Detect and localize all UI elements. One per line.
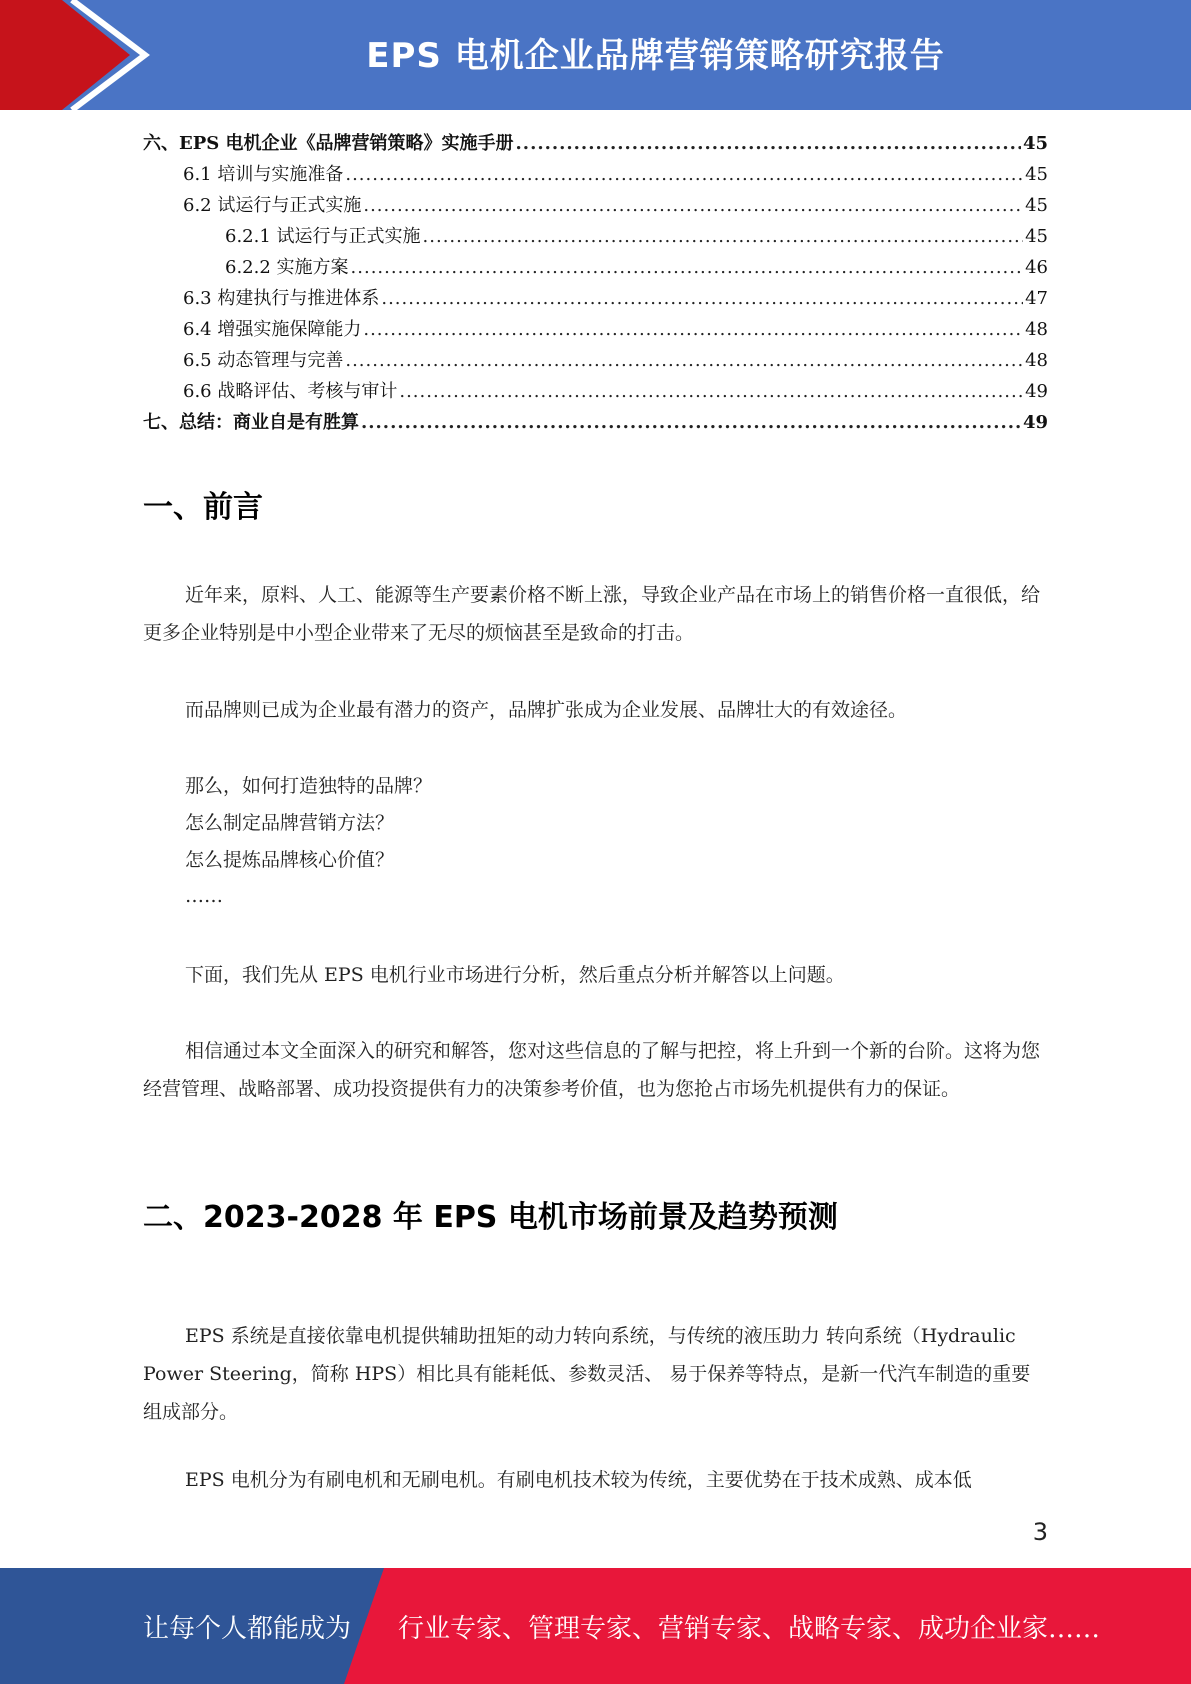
toc-entry-label: 七、总结：商业自是有胜算 (143, 412, 359, 433)
toc-leader-dots (363, 314, 1023, 345)
toc-leader-dots (381, 283, 1023, 314)
toc-entry-label: 6.2 试运行与正式实施 (183, 195, 362, 216)
toc-entry-page: 45 (1025, 195, 1048, 216)
body-paragraph: EPS 系统是直接依靠电机提供辅助扭矩的动力转向系统，与传统的液压助力 转向系统（Hydraulic Power Steering，简称 HPS）相比具有能耗低、参数灵活、 易于保养等特点，是新一代汽车制造的重要组成部分。 (143, 1325, 1031, 1423)
toc-entry-label: 6.2.2 实施方案 (225, 257, 349, 278)
toc-leader-dots (351, 252, 1024, 283)
toc-entry-label: 6.3 构建执行与推进体系 (183, 288, 380, 309)
question-line: 那么，如何打造独特的品牌？ (185, 775, 433, 797)
toc-entry[interactable] (143, 159, 1048, 190)
toc-leader-dots (361, 407, 1021, 438)
table-of-contents (143, 128, 1048, 438)
toc-entry-page: 48 (1025, 319, 1048, 340)
toc-entry-page: 49 (1022, 412, 1048, 433)
toc-entry[interactable] (143, 345, 1048, 376)
toc-entry-label: 6.1 培训与实施准备 (183, 164, 344, 185)
body-paragraph: EPS 电机分为有刷电机和无刷电机。有刷电机技术较为传统，主要优势在于技术成熟、成本低 (185, 1469, 972, 1491)
toc-entry-page: 45 (1025, 164, 1048, 185)
toc-entry-page: 45 (1022, 133, 1048, 154)
question-line: 怎么提炼品牌核心价值？ (185, 849, 395, 871)
page-footer (0, 1568, 1191, 1684)
toc-entry-page: 47 (1025, 288, 1048, 309)
toc-entry-page: 45 (1025, 226, 1048, 247)
page-number: 3 (1032, 1518, 1048, 1546)
toc-entry[interactable] (143, 407, 1048, 438)
toc-entry-page: 46 (1025, 257, 1048, 278)
toc-entry-label: 6.2.1 试运行与正式实施 (225, 226, 421, 247)
toc-leader-dots (423, 221, 1024, 252)
footer-slogan-right: 行业专家、管理专家、营销专家、战略专家、成功企业家…… (398, 1614, 1101, 1644)
question-line: 怎么制定品牌营销方法？ (185, 812, 395, 834)
body-paragraph: 下面，我们先从 EPS 电机行业市场进行分析，然后重点分析并解答以上问题。 (185, 964, 845, 986)
page-header (0, 0, 1191, 110)
ellipsis-line: …… (185, 885, 223, 907)
body-paragraph: 而品牌则已成为企业最有潜力的资产，品牌扩张成为企业发展、品牌壮大的有效途径。 (185, 699, 908, 721)
toc-entry[interactable] (143, 128, 1048, 159)
toc-entry-label: 6.6 战略评估、考核与审计 (183, 381, 398, 402)
body-paragraph: 近年来，原料、人工、能源等生产要素价格不断上涨，导致企业产品在市场上的销售价格一直很低，给更多企业特别是中小型企业带来了无尽的烦恼甚至是致命的打击。 (143, 584, 1041, 644)
footer-slogan-left: 让每个人都能成为 (143, 1614, 352, 1644)
toc-leader-dots (399, 376, 1023, 407)
toc-entry[interactable] (143, 252, 1048, 283)
toc-entry[interactable] (143, 376, 1048, 407)
toc-entry[interactable] (143, 190, 1048, 221)
toc-entry[interactable] (143, 221, 1048, 252)
toc-entry-label: 6.5 动态管理与完善 (183, 350, 344, 371)
toc-leader-dots (363, 190, 1023, 221)
toc-leader-dots (345, 345, 1023, 376)
header-title: EPS 电机企业品牌营销策略研究报告 (366, 36, 945, 76)
toc-leader-dots (345, 159, 1023, 190)
toc-entry-label: 6.4 增强实施保障能力 (183, 319, 362, 340)
toc-leader-dots (516, 128, 1021, 159)
toc-entry-label: 六、EPS 电机企业《品牌营销策略》实施手册 (143, 133, 514, 154)
toc-entry-page: 49 (1025, 381, 1048, 402)
body-paragraph: 相信通过本文全面深入的研究和解答，您对这些信息的了解与把控，将上升到一个新的台阶。这将为您经营管理、战略部署、成功投资提供有力的决策参考价值，也为您抢占市场先机提供有力的保证。 (143, 1040, 1041, 1100)
section-heading-market-forecast: 二、2023-2028 年 EPS 电机市场前景及趋势预测 (143, 1200, 838, 1235)
toc-entry-page: 48 (1025, 350, 1048, 371)
section-heading-preface: 一、前言 (143, 490, 263, 525)
toc-entry[interactable] (143, 283, 1048, 314)
toc-entry[interactable] (143, 314, 1048, 345)
